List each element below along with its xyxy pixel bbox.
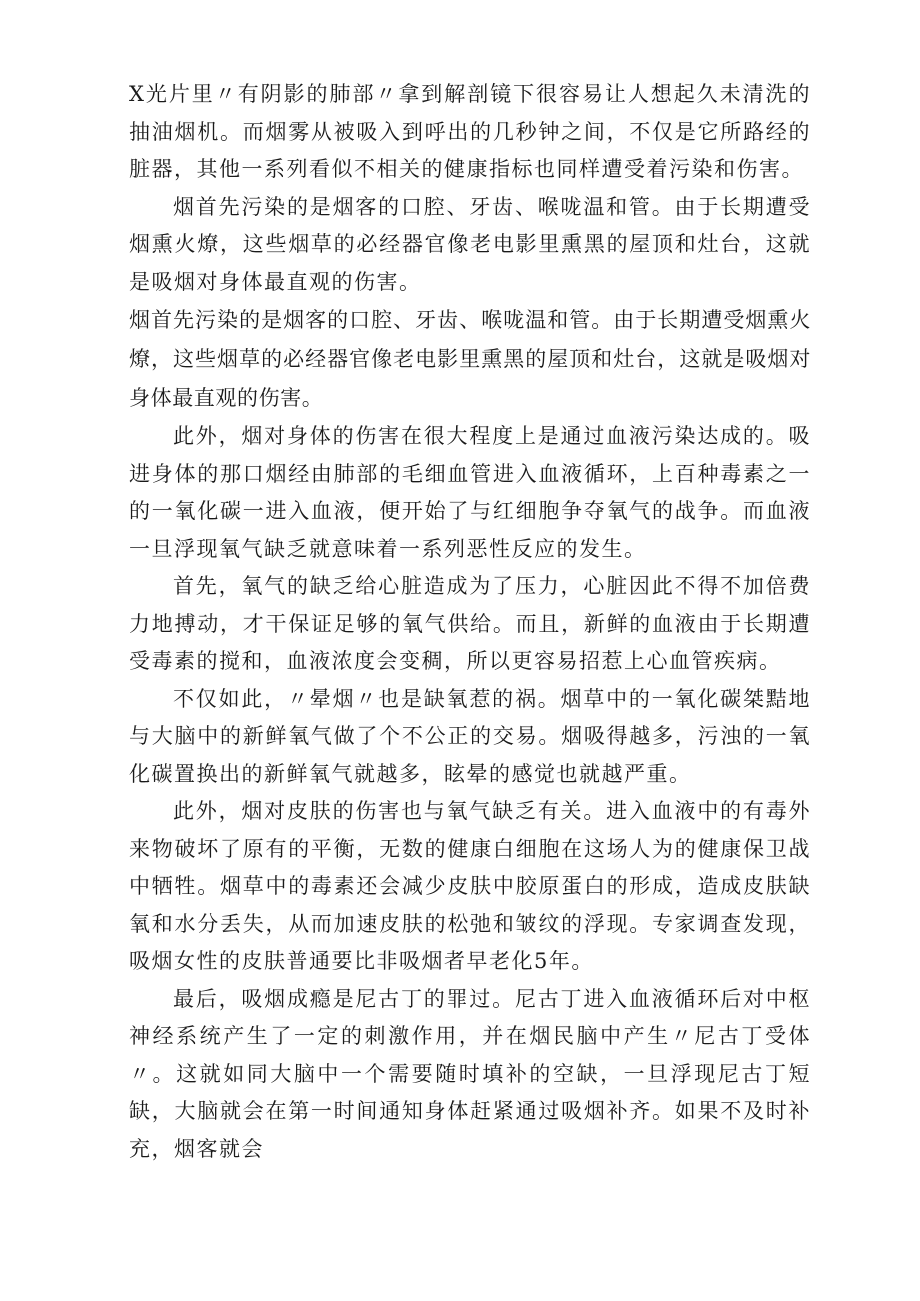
paragraph-mouth-teeth: 烟首先污染的是烟客的口腔、牙齿、喉咙温和管。由于长期遭受烟熏火燎，这些烟草的必经器官像老电影里熏黑的屋顶和灶台，这就是吸烟对身体最直观的伤害。 xyxy=(129,194,811,294)
paragraph-mouth-teeth-duplicate: 烟首先污染的是烟客的口腔、牙齿、喉咙温和管。由于长期遭受烟熏火燎，这些烟草的必经器官像老电影里熏黑的屋顶和灶台，这就是吸烟对身体最直观的伤害。 xyxy=(129,308,811,410)
paragraph-dizziness: 不仅如此，〃晕烟〃也是缺氧惹的祸。烟草中的一氧化碳桀黠地与大脑中的新鲜氧气做了个不公正的交易。烟吸得越多，污浊的一氧化碳置换出的新鲜氧气就越多，眩晕的感觉也就越严重。 xyxy=(129,686,811,786)
article-body xyxy=(129,76,811,1168)
paragraph-xray-lungs: X光片里〃有阴影的肺部〃拿到解剖镜下很容易让人想起久未清洗的抽油烟机。而烟雾从被吸入到呼出的几秒钟之间，不仅是它所路经的脏器，其他一系列看似不相关的健康指标也同样遭受着污染和伤害。 xyxy=(129,82,811,181)
paragraph-blood-pollution: 此外，烟对身体的伤害在很大程度上是通过血液污染达成的。吸进身体的那口烟经由肺部的毛细血管进入血液循环，上百种毒素之一的一氧化碳一进入血液，便开始了与红细胞争夺氧气的战争。而血液一旦浮现氧气缺乏就意味着一系列恶性反应的发生。 xyxy=(129,424,811,561)
paragraph-heart-pressure: 首先，氧气的缺乏给心脏造成为了压力，心脏因此不得不加倍费力地搏动，才干保证足够的氧气供给。而且，新鲜的血液由于长期遭受毒素的搅和，血液浓度会变稠，所以更容易招惹上心血管疾病。 xyxy=(129,574,811,673)
paragraph-nicotine-addiction: 最后，吸烟成瘾是尼古丁的罪过。尼古丁进入血液循环后对中枢神经系统产生了一定的刺激作用，并在烟民脑中产生〃尼古丁受体〃。这就如同大脑中一个需要随时填补的空缺，一旦浮现尼古丁短缺，大脑就会在第一时间通知身体赶紧通过吸烟补齐。如果不及时补充，烟客就会 xyxy=(129,986,811,1161)
paragraph-skin-damage: 此外，烟对皮肤的伤害也与氧气缺乏有关。进入血液中的有毒外来物破坏了原有的平衡，无数的健康白细胞在这场人为的健康保卫战中牺牲。烟草中的毒素还会减少皮肤中胶原蛋白的形成，造成皮肤缺氧和水分丢失，从而加速皮肤的松弛和皱纹的浮现。专家调查发现，吸烟女性的皮肤普通要比非吸烟者早老化5年。 xyxy=(129,799,811,973)
